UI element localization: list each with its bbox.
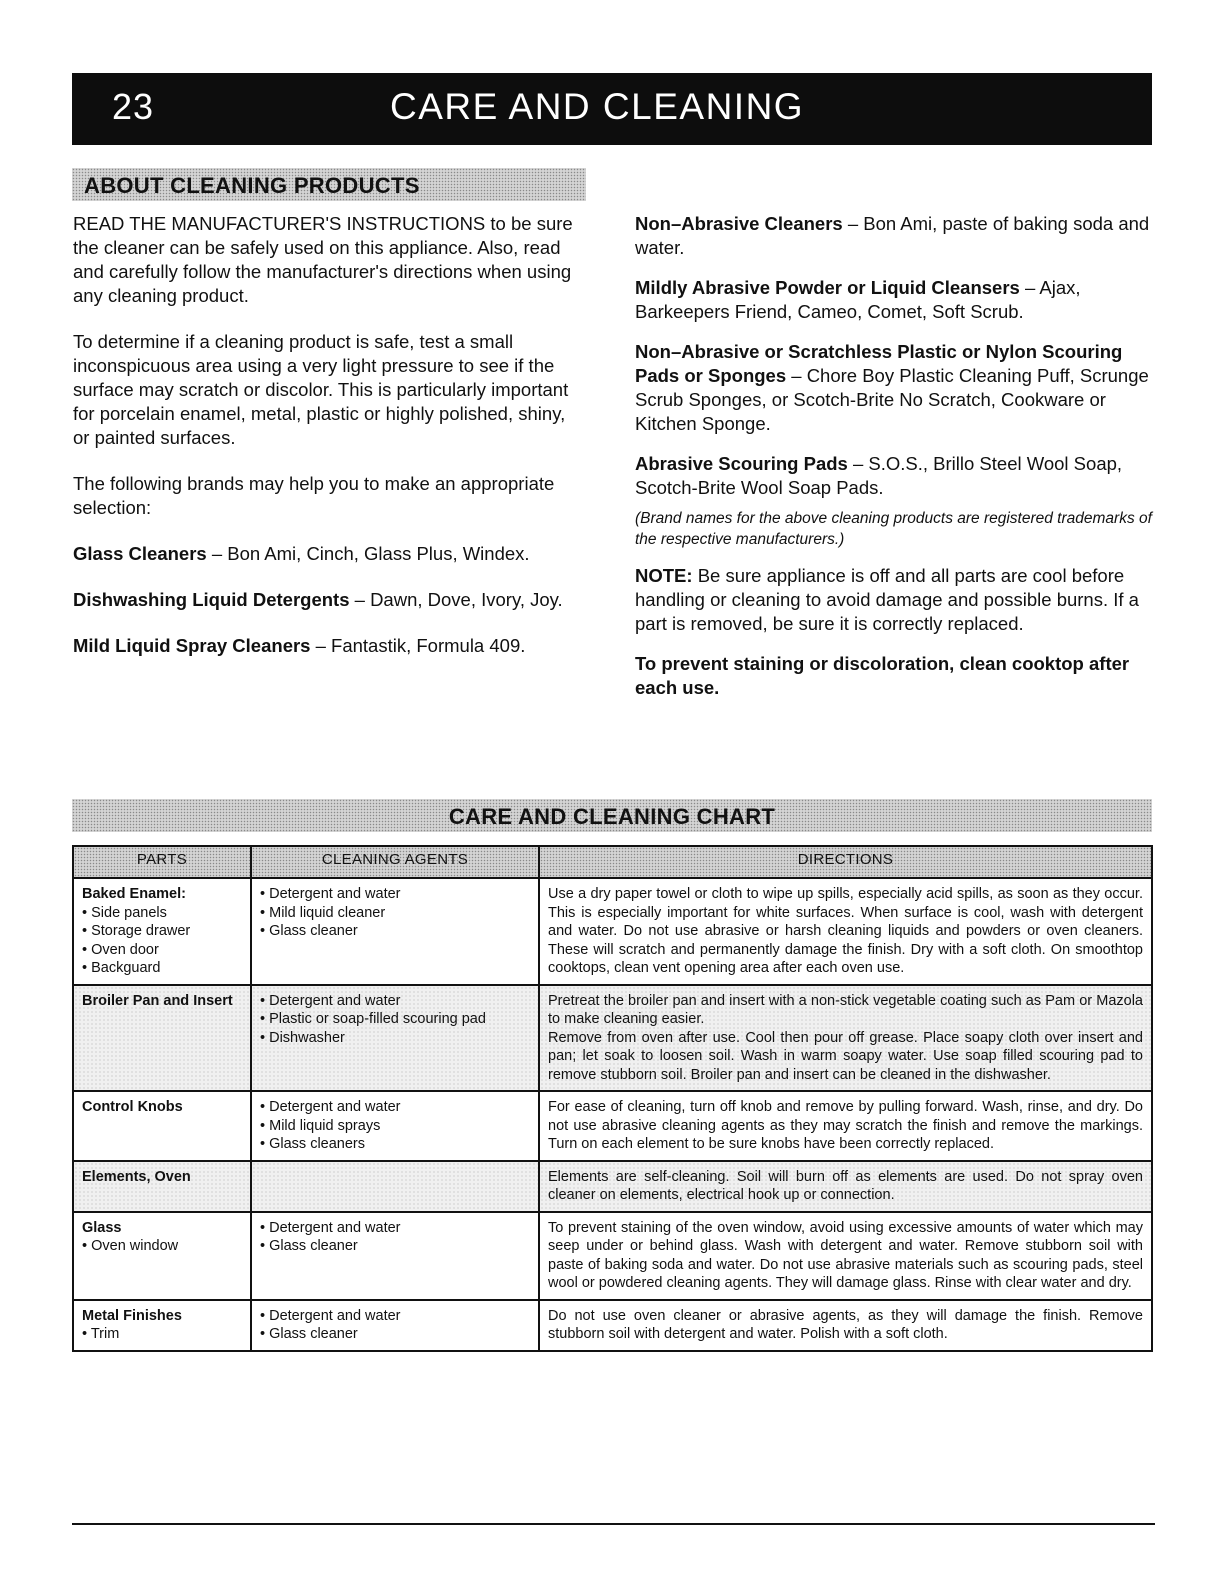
part-name: Broiler Pan and Insert: [82, 992, 233, 1009]
agent-item: • Plastic or soap-filled scouring pad: [260, 1010, 530, 1029]
directions-cell: [539, 878, 1152, 985]
part-cell: [73, 1161, 251, 1212]
brand-mildly-abrasive: Mildly Abrasive Powder or Liquid Cleansers – Ajax, Barkeepers Friend, Cameo, Comet, Soft Scrub.: [635, 277, 1081, 322]
brand-abrasive-pads: Abrasive Scouring Pads – S.O.S., Brillo Steel Wool Soap, Scotch-Brite Wool Soap Pads.: [635, 453, 1123, 498]
table-row: [73, 985, 1152, 1092]
table-row: [73, 1300, 1152, 1351]
brand-scratchless-pads: Non–Abrasive or Scratchless Plastic or Nylon Scouring Pads or Sponges – Chore Boy Plastic Cleaning Puff, Scrunge Scrub Sponges, or Scotch-Brite No Scratch, Cookware or Kitchen Sponge.: [635, 341, 1149, 434]
table-body: [73, 878, 1152, 1351]
table-row: [73, 1212, 1152, 1300]
agents-cell: [251, 1212, 539, 1300]
header-directions: DIRECTIONS: [539, 846, 1152, 878]
header-cleaning-agents: CLEANING AGENTS: [251, 846, 539, 878]
brand-non-abrasive-cleaners: Non–Abrasive Cleaners – Bon Ami, paste of baking soda and water.: [635, 213, 1150, 258]
part-name: Elements, Oven: [82, 1168, 191, 1185]
page-header: [72, 73, 1152, 145]
brand-dishwashing-detergents: Dishwashing Liquid Detergents – Dawn, Dove, Ivory, Joy.: [73, 589, 563, 610]
agent-item: • Detergent and water: [260, 1219, 530, 1238]
agents-cell: [251, 1161, 539, 1212]
page-number: 23: [112, 86, 155, 127]
directions-cell: [539, 1161, 1152, 1212]
about-right-column: [635, 212, 1155, 722]
part-cell: [73, 1212, 251, 1300]
subpart-item: • Trim: [82, 1325, 242, 1344]
agents-cell: [251, 878, 539, 985]
table-row: [73, 878, 1152, 985]
part-name: Glass: [82, 1219, 122, 1236]
brand-glass-cleaners: Glass Cleaners – Bon Ami, Cinch, Glass Plus, Windex.: [73, 543, 530, 564]
agent-item: • Mild liquid cleaner: [260, 904, 530, 923]
subpart-item: • Storage drawer: [82, 922, 242, 941]
chart-title: CARE AND CLEANING CHART: [448, 804, 776, 829]
table-row: [73, 1161, 1152, 1212]
part-name: Control Knobs: [82, 1099, 183, 1115]
intro-paragraph: READ THE MANUFACTURER'S INSTRUCTIONS to be sure the cleaner can be safely used on this appliance. Also, read and carefully follow the manufacturer's directions when using any cleaning product.: [73, 213, 573, 306]
subpart-item: • Backguard: [82, 959, 242, 978]
directions-cell: [539, 1212, 1152, 1300]
directions-text: Pretreat the broiler pan and insert with a non-stick vegetable coating such as Pam or Mazola to make cleaning easier.: [548, 992, 1143, 1027]
directions-cell: [539, 1300, 1152, 1351]
page-title: CARE AND CLEANING: [390, 86, 805, 127]
agent-item: • Glass cleaner: [260, 922, 530, 941]
part-name: Baked Enamel:: [82, 886, 186, 902]
directions-cell: [539, 985, 1152, 1092]
part-cell: [73, 1091, 251, 1161]
brand-spray-cleaners: Mild Liquid Spray Cleaners – Fantastik, Formula 409.: [73, 635, 526, 656]
directions-text: For ease of cleaning, turn off knob and remove by pulling forward. Wash, rinse, and dry. Do not use abrasive cleaning agents as they may scratch the finish and remove the markings. Turn on each element to be sure knobs have been correctly replaced.: [548, 1099, 1143, 1152]
cooktop-warning: To prevent staining or discoloration, clean cooktop after each use.: [635, 653, 1130, 698]
directions-text: Remove from oven after use. Cool then pour off grease. Place soapy cloth over insert and pan; let soak to loosen soil. Wash in warm soapy water. Use soap filled scouring pad to remove stubborn soil. Broiler pan and insert can be cleaned in the dishwasher.: [548, 1029, 1143, 1083]
brands-intro: The following brands may help you to make an appropriate selection:: [73, 473, 555, 518]
agent-item: • Glass cleaner: [260, 1325, 530, 1344]
subpart-item: • Side panels: [82, 904, 242, 923]
safety-note: NOTE: Be sure appliance is off and all parts are cool before handling or cleaning to avoid damage and possible burns. If a part is removed, be sure it is correctly replaced.: [635, 565, 1139, 634]
table-header-row: [73, 846, 1152, 878]
agents-cell: [251, 985, 539, 1092]
agent-item: • Detergent and water: [260, 992, 530, 1011]
agent-item: • Glass cleaners: [260, 1135, 530, 1154]
about-left-column: [73, 212, 573, 680]
agent-item: • Mild liquid sprays: [260, 1117, 530, 1136]
subpart-item: • Oven window: [82, 1237, 242, 1256]
part-cell: [73, 878, 251, 985]
directions-text: To prevent staining of the oven window, avoid using excessive amounts of water which may seep under or behind glass. Wash with detergent and water. Remove stubborn soil with paste of baking soda and water. Do not use abrasive materials such as scouring pads, steel wool or powdered cleaning agents. They will damage glass. Rinse with clear water and dry.: [548, 1219, 1143, 1291]
agents-cell: [251, 1300, 539, 1351]
agent-item: • Detergent and water: [260, 885, 530, 904]
directions-text: Use a dry paper towel or cloth to wipe up spills, especially acid spills, as soon as they occur. This is especially important for white surfaces. When surface is cool, wash with detergent and water. Do not use abrasive or harsh cleaning liquids and powders or oven cleaners. These will scratch and permanently damage the finish. Dry with a soft cloth. On smoothtop cooktops, clean vent opening area after each oven use.: [548, 886, 1143, 976]
directions-cell: [539, 1091, 1152, 1161]
header-parts: PARTS: [73, 846, 251, 878]
agent-item: • Detergent and water: [260, 1098, 530, 1117]
footer-rule: [72, 1523, 1155, 1525]
agent-item: • Glass cleaner: [260, 1237, 530, 1256]
about-heading: ABOUT CLEANING PRODUCTS: [84, 173, 420, 198]
agent-item: • Detergent and water: [260, 1307, 530, 1326]
part-cell: [73, 985, 251, 1092]
directions-text: Elements are self-cleaning. Soil will burn off as elements are used. Do not spray oven cleaner on elements, electrical hook up or connection.: [548, 1168, 1143, 1203]
subpart-item: • Oven door: [82, 941, 242, 960]
about-heading-band: [72, 168, 586, 201]
directions-text: Do not use oven cleaner or abrasive agents, as they will damage the finish. Remove stubborn soil with detergent and water. Polish with a soft cloth.: [548, 1307, 1143, 1342]
table-row: [73, 1091, 1152, 1161]
trademark-note: (Brand names for the above cleaning products are registered trademarks of the respective manufacturers.): [635, 510, 1152, 548]
agents-cell: [251, 1091, 539, 1161]
agent-item: • Dishwasher: [260, 1029, 530, 1048]
part-name: Metal Finishes: [82, 1307, 182, 1324]
test-paragraph: To determine if a cleaning product is safe, test a small inconspicuous area using a very light pressure to see if the surface may scratch or discolor. This is particularly important for porcelain enamel, metal, plastic or highly polished, shiny, or painted surfaces.: [73, 331, 569, 448]
part-cell: [73, 1300, 251, 1351]
care-cleaning-table: [72, 845, 1153, 1352]
chart-heading-band: [72, 799, 1152, 832]
